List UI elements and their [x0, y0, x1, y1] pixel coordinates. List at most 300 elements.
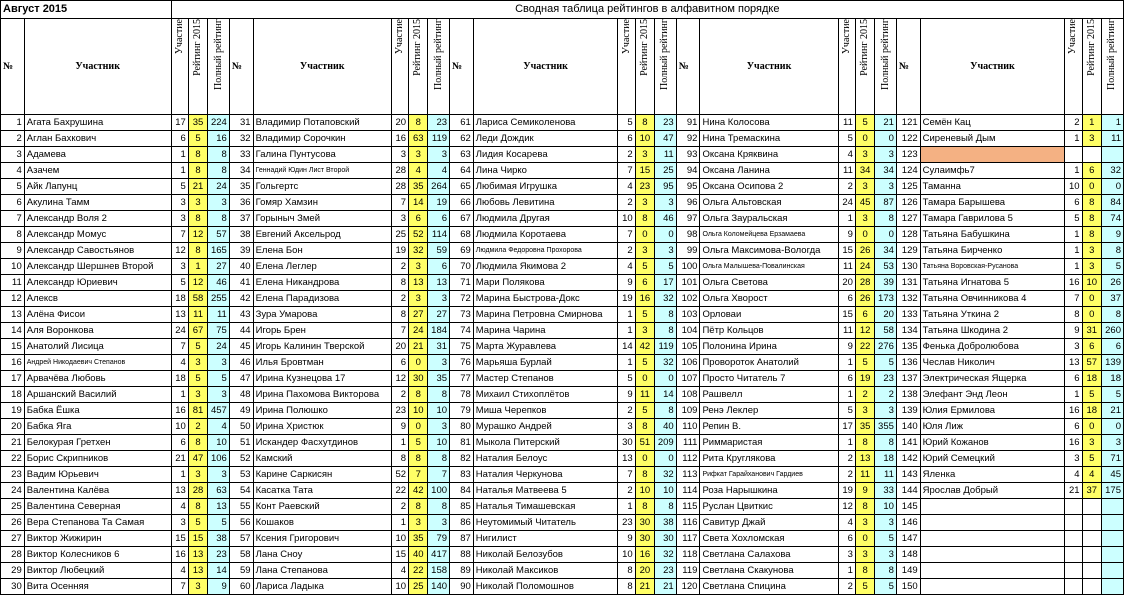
- row-number: 64: [450, 163, 474, 179]
- row-number: 5: [1, 179, 25, 195]
- participant-name: Рита Круглякова: [700, 451, 838, 467]
- full-rating: 10: [875, 499, 897, 515]
- row-number: 22: [1, 451, 25, 467]
- full-rating: 95: [655, 179, 677, 195]
- header-full-rating: Полный рейтинг: [1101, 19, 1123, 115]
- row-number: 36: [229, 195, 253, 211]
- header-full-rating: Полный рейтинг: [655, 19, 677, 115]
- rating-2015: 8: [409, 451, 428, 467]
- row-number: 62: [450, 131, 474, 147]
- row-number: 144: [896, 483, 920, 499]
- full-rating: 32: [1101, 163, 1123, 179]
- participation-count: 1: [171, 467, 188, 483]
- rating-2015: 1: [1082, 115, 1101, 131]
- row-number: 57: [229, 531, 253, 547]
- full-rating: 27: [208, 259, 230, 275]
- table-row: [1, 259, 1124, 275]
- rating-2015: 0: [409, 419, 428, 435]
- table-row: [1, 435, 1124, 451]
- participant-name: Ирина Полюшко: [253, 403, 391, 419]
- full-rating: 0: [875, 131, 897, 147]
- rating-2015: 8: [409, 387, 428, 403]
- row-number: 30: [1, 579, 25, 595]
- table-row: [1, 195, 1124, 211]
- participation-count: 1: [171, 387, 188, 403]
- row-number: 104: [676, 323, 700, 339]
- participant-name: Алексв: [24, 291, 171, 307]
- full-rating: 3: [875, 403, 897, 419]
- rating-2015: 8: [635, 211, 654, 227]
- participant-name: Вера Степанова Та Самая: [24, 515, 171, 531]
- full-rating: 173: [875, 291, 897, 307]
- full-rating: 119: [655, 339, 677, 355]
- participation-count: 3: [391, 211, 408, 227]
- participant-name: Марина Чарина: [473, 323, 618, 339]
- rating-2015: 0: [1082, 307, 1101, 323]
- participation-count: 1: [171, 147, 188, 163]
- rating-2015: 40: [409, 547, 428, 563]
- participant-name: Лидия Косарева: [473, 147, 618, 163]
- participation-count: 1: [391, 515, 408, 531]
- participation-count: 14: [618, 339, 635, 355]
- row-number: 138: [896, 387, 920, 403]
- full-rating: 3: [1101, 435, 1123, 451]
- full-rating: 8: [428, 451, 450, 467]
- participant-name: Кошаков: [253, 515, 391, 531]
- participant-name: [920, 147, 1065, 163]
- rating-2015: 10: [1082, 275, 1101, 291]
- full-rating: 8: [208, 211, 230, 227]
- table-row: [1, 547, 1124, 563]
- full-rating: 5: [875, 531, 897, 547]
- participation-count: [1065, 579, 1082, 595]
- full-rating: [1101, 499, 1123, 515]
- row-number: 60: [229, 579, 253, 595]
- rating-2015: 6: [635, 275, 654, 291]
- row-number: 82: [450, 451, 474, 467]
- participation-count: 7: [171, 227, 188, 243]
- participant-name: Ольга Малышева-Повалинская: [700, 259, 838, 275]
- participant-name: [920, 531, 1065, 547]
- rating-2015: 63: [409, 131, 428, 147]
- participant-name: Карине Саркисян: [253, 467, 391, 483]
- rating-2015: 6: [1082, 339, 1101, 355]
- full-rating: 35: [428, 371, 450, 387]
- participation-count: 2: [838, 579, 855, 595]
- header-participation: Участие: [618, 19, 635, 115]
- participation-count: 2: [391, 259, 408, 275]
- rating-2015: [1082, 499, 1101, 515]
- participant-name: Чеслав Николич: [920, 355, 1065, 371]
- rating-2015: 5: [188, 515, 207, 531]
- participation-count: 1: [838, 435, 855, 451]
- participation-count: 23: [618, 515, 635, 531]
- rating-2015: 8: [409, 499, 428, 515]
- full-rating: 224: [208, 115, 230, 131]
- rating-2015: 19: [855, 371, 874, 387]
- row-number: 51: [229, 435, 253, 451]
- participation-count: 21: [1065, 483, 1082, 499]
- row-number: 122: [896, 131, 920, 147]
- table-row: [1, 515, 1124, 531]
- participant-name: Лина Чирко: [473, 163, 618, 179]
- participant-name: Гольгертс: [253, 179, 391, 195]
- participant-name: Виктор Любецкий: [24, 563, 171, 579]
- participation-count: 16: [171, 403, 188, 419]
- full-rating: 8: [875, 435, 897, 451]
- full-rating: 19: [428, 195, 450, 211]
- header-no: №: [450, 19, 474, 115]
- rating-2015: 25: [409, 579, 428, 595]
- participation-count: 2: [618, 483, 635, 499]
- table-row: [1, 579, 1124, 595]
- row-number: 45: [229, 339, 253, 355]
- participation-count: 10: [391, 579, 408, 595]
- participation-count: 2: [618, 403, 635, 419]
- participant-name: [920, 547, 1065, 563]
- row-number: 55: [229, 499, 253, 515]
- row-number: 65: [450, 179, 474, 195]
- participation-count: 4: [618, 259, 635, 275]
- rating-2015: 24: [409, 323, 428, 339]
- full-rating: 0: [1101, 419, 1123, 435]
- full-rating: 8: [1101, 307, 1123, 323]
- full-rating: 31: [428, 339, 450, 355]
- full-rating: 26: [1101, 275, 1123, 291]
- full-rating: 260: [1101, 323, 1123, 339]
- full-rating: 3: [208, 467, 230, 483]
- participation-count: 6: [1065, 371, 1082, 387]
- header-rating: Рейтинг 2015: [188, 19, 207, 115]
- participant-name: Тамара Гаврилова 5: [920, 211, 1065, 227]
- full-rating: 25: [655, 163, 677, 179]
- participation-count: 3: [171, 211, 188, 227]
- participant-name: Нина Колосова: [700, 115, 838, 131]
- row-number: 109: [676, 403, 700, 419]
- full-rating: 46: [655, 211, 677, 227]
- header-no: №: [676, 19, 700, 115]
- participant-name: Савитур Джай: [700, 515, 838, 531]
- participant-name: Любимая Игрушка: [473, 179, 618, 195]
- full-rating: 5: [875, 355, 897, 371]
- rating-2015: 5: [188, 371, 207, 387]
- row-number: 73: [450, 307, 474, 323]
- participant-name: Айк Лапунц: [24, 179, 171, 195]
- full-rating: 4: [428, 163, 450, 179]
- participation-count: 1: [618, 355, 635, 371]
- participant-name: Ольга Зауральская: [700, 211, 838, 227]
- participant-name: Репин В.: [700, 419, 838, 435]
- rating-2015: 13: [409, 275, 428, 291]
- rating-2015: 8: [1082, 195, 1101, 211]
- rating-2015: 8: [635, 115, 654, 131]
- row-number: 46: [229, 355, 253, 371]
- full-rating: 175: [1101, 483, 1123, 499]
- table-row: [1, 531, 1124, 547]
- full-rating: 3: [875, 547, 897, 563]
- full-rating: 18: [875, 451, 897, 467]
- full-rating: 139: [1101, 355, 1123, 371]
- rating-2015: 5: [635, 403, 654, 419]
- participant-name: Ольга Хворост: [700, 291, 838, 307]
- rating-2015: 37: [1082, 483, 1101, 499]
- full-rating: 46: [208, 275, 230, 291]
- rating-2015: 8: [1082, 211, 1101, 227]
- row-number: 34: [229, 163, 253, 179]
- participant-name: Борис Скрипников: [24, 451, 171, 467]
- participant-name: Света Хохломская: [700, 531, 838, 547]
- header-participant: Участник: [700, 19, 838, 115]
- rating-2015: 3: [635, 323, 654, 339]
- row-number: 86: [450, 515, 474, 531]
- row-number: 2: [1, 131, 25, 147]
- full-rating: [1101, 563, 1123, 579]
- participation-count: 3: [171, 515, 188, 531]
- full-rating: 11: [1101, 131, 1123, 147]
- participant-name: Ольга Максимова-Вологда: [700, 243, 838, 259]
- participant-name: Просто Читатель 7: [700, 371, 838, 387]
- rating-2015: 8: [188, 163, 207, 179]
- rating-2015: 2: [188, 419, 207, 435]
- table-row: [1, 339, 1124, 355]
- row-number: 131: [896, 275, 920, 291]
- participant-name: Лариса Ладыка: [253, 579, 391, 595]
- participant-name: Полонина Ирина: [700, 339, 838, 355]
- full-rating: 14: [208, 563, 230, 579]
- table-row: [1, 483, 1124, 499]
- month-label: Август 2015: [1, 1, 172, 19]
- rating-2015: 32: [409, 243, 428, 259]
- full-rating: 3: [208, 355, 230, 371]
- rating-2015: 13: [855, 451, 874, 467]
- participation-count: 13: [171, 483, 188, 499]
- participation-count: 6: [1065, 419, 1082, 435]
- row-number: 7: [1, 211, 25, 227]
- table-row: [1, 291, 1124, 307]
- participation-count: 19: [391, 243, 408, 259]
- table-row: [1, 419, 1124, 435]
- row-number: 115: [676, 499, 700, 515]
- row-number: 98: [676, 227, 700, 243]
- row-number: 59: [229, 563, 253, 579]
- row-number: 133: [896, 307, 920, 323]
- rating-2015: 3: [188, 387, 207, 403]
- participant-name: Искандер Фасхутдинов: [253, 435, 391, 451]
- participant-name: Оксана Кряквина: [700, 147, 838, 163]
- full-rating: 14: [655, 387, 677, 403]
- participation-count: 19: [838, 483, 855, 499]
- full-rating: 4: [208, 419, 230, 435]
- row-number: 18: [1, 387, 25, 403]
- row-number: 24: [1, 483, 25, 499]
- rating-2015: 10: [635, 131, 654, 147]
- participant-name: Ренэ Леклер: [700, 403, 838, 419]
- participant-name: [920, 499, 1065, 515]
- row-number: 35: [229, 179, 253, 195]
- participant-name: Татьяна Овчинникова 4: [920, 291, 1065, 307]
- participant-name: Александр Воля 2: [24, 211, 171, 227]
- row-number: 92: [676, 131, 700, 147]
- participation-count: 4: [618, 179, 635, 195]
- rating-2015: 8: [635, 419, 654, 435]
- participant-name: Ольга Альтовская: [700, 195, 838, 211]
- participant-name: Оксана Ланина: [700, 163, 838, 179]
- full-rating: [1101, 147, 1123, 163]
- rating-2015: 0: [635, 227, 654, 243]
- participation-count: 15: [838, 307, 855, 323]
- rating-2015: 5: [855, 115, 874, 131]
- participation-count: 15: [171, 531, 188, 547]
- rating-2015: 0: [855, 131, 874, 147]
- row-number: 120: [676, 579, 700, 595]
- rating-2015: 3: [409, 147, 428, 163]
- rating-2015: 9: [855, 483, 874, 499]
- row-number: 13: [1, 307, 25, 323]
- participant-name: Марьяша Бурлай: [473, 355, 618, 371]
- participant-name: Леди Дождик: [473, 131, 618, 147]
- row-number: 52: [229, 451, 253, 467]
- participant-name: Александр Шершнев Второй: [24, 259, 171, 275]
- participant-name: Камский: [253, 451, 391, 467]
- rating-2015: 23: [635, 179, 654, 195]
- row-number: 33: [229, 147, 253, 163]
- participation-count: 9: [618, 387, 635, 403]
- rating-2015: 8: [188, 499, 207, 515]
- full-rating: 74: [1101, 211, 1123, 227]
- rating-2015: 0: [1082, 291, 1101, 307]
- rating-2015: 27: [409, 307, 428, 323]
- row-number: 141: [896, 435, 920, 451]
- participation-count: 1: [1065, 243, 1082, 259]
- participation-count: 11: [838, 259, 855, 275]
- participation-count: 13: [171, 307, 188, 323]
- row-number: 84: [450, 483, 474, 499]
- full-rating: 5: [655, 259, 677, 275]
- full-rating: 417: [428, 547, 450, 563]
- header-participant: Участник: [920, 19, 1065, 115]
- participation-count: 9: [838, 227, 855, 243]
- full-rating: 3: [428, 355, 450, 371]
- participation-count: 7: [391, 195, 408, 211]
- participant-name: Нина Тремаскина: [700, 131, 838, 147]
- table-row: [1, 563, 1124, 579]
- row-number: 119: [676, 563, 700, 579]
- rating-2015: 3: [1082, 131, 1101, 147]
- participant-name: Сиреневый Дым: [920, 131, 1065, 147]
- rating-2015: 45: [855, 195, 874, 211]
- full-rating: 3: [208, 195, 230, 211]
- rating-2015: 30: [635, 515, 654, 531]
- table-row: [1, 451, 1124, 467]
- table-title: Сводная таблица рейтингов в алфавитном порядке: [171, 1, 1123, 19]
- rating-2015: 31: [1082, 323, 1101, 339]
- full-rating: 13: [428, 275, 450, 291]
- row-number: 91: [676, 115, 700, 131]
- full-rating: 3: [208, 387, 230, 403]
- participant-name: Светлана Скакунова: [700, 563, 838, 579]
- full-rating: 10: [655, 483, 677, 499]
- participation-count: 5: [618, 115, 635, 131]
- full-rating: 8: [208, 147, 230, 163]
- participant-name: Людмила Другая: [473, 211, 618, 227]
- row-number: 83: [450, 467, 474, 483]
- participant-name: Ирина Пахомова Викторова: [253, 387, 391, 403]
- row-number: 150: [896, 579, 920, 595]
- participation-count: 13: [1065, 355, 1082, 371]
- full-rating: 6: [428, 211, 450, 227]
- participation-count: 23: [391, 403, 408, 419]
- participant-name: Сулаимфь7: [920, 163, 1065, 179]
- row-number: 148: [896, 547, 920, 563]
- participation-count: 10: [618, 547, 635, 563]
- participant-name: Акулина Тамм: [24, 195, 171, 211]
- participant-name: Александр Юриевич: [24, 275, 171, 291]
- participation-count: 3: [1065, 339, 1082, 355]
- participation-count: 16: [171, 547, 188, 563]
- full-rating: 119: [428, 131, 450, 147]
- full-rating: [1101, 515, 1123, 531]
- header-participation: Участие: [1065, 19, 1082, 115]
- full-rating: 276: [875, 339, 897, 355]
- full-rating: 5: [208, 371, 230, 387]
- row-number: 90: [450, 579, 474, 595]
- table-row: [1, 499, 1124, 515]
- full-rating: [1101, 531, 1123, 547]
- full-rating: 3: [428, 419, 450, 435]
- participation-count: 18: [171, 291, 188, 307]
- rating-2015: 30: [409, 371, 428, 387]
- rating-2015: 35: [409, 179, 428, 195]
- full-rating: 8: [875, 563, 897, 579]
- participant-name: Орловаи: [700, 307, 838, 323]
- row-number: 105: [676, 339, 700, 355]
- participation-count: 5: [838, 403, 855, 419]
- rating-2015: 3: [855, 547, 874, 563]
- participant-name: Виктор Жижирин: [24, 531, 171, 547]
- row-number: 106: [676, 355, 700, 371]
- rating-2015: 11: [188, 307, 207, 323]
- participation-count: 3: [618, 419, 635, 435]
- rating-2015: 0: [1082, 419, 1101, 435]
- rating-2015: 5: [188, 131, 207, 147]
- row-number: 72: [450, 291, 474, 307]
- table-body: [1, 115, 1124, 595]
- participation-count: 7: [1065, 291, 1082, 307]
- header-participation: Участие: [391, 19, 408, 115]
- rating-2015: 13: [188, 563, 207, 579]
- participant-name: Наталья Матвеева 5: [473, 483, 618, 499]
- participation-count: 5: [618, 371, 635, 387]
- participation-count: 5: [1065, 211, 1082, 227]
- participation-count: 16: [1065, 435, 1082, 451]
- participation-count: [1065, 499, 1082, 515]
- full-rating: 6: [428, 259, 450, 275]
- rating-2015: 47: [188, 451, 207, 467]
- participation-count: 8: [391, 307, 408, 323]
- header-full-rating: Полный рейтинг: [428, 19, 450, 115]
- participant-name: Лана Степанова: [253, 563, 391, 579]
- participant-name: Неутомимый Читатель: [473, 515, 618, 531]
- full-rating: 140: [428, 579, 450, 595]
- full-rating: 8: [428, 387, 450, 403]
- rating-2015: 3: [188, 195, 207, 211]
- row-number: 149: [896, 563, 920, 579]
- participation-count: 1: [838, 211, 855, 227]
- row-number: 116: [676, 515, 700, 531]
- row-number: 47: [229, 371, 253, 387]
- rating-2015: 21: [188, 179, 207, 195]
- row-number: 40: [229, 259, 253, 275]
